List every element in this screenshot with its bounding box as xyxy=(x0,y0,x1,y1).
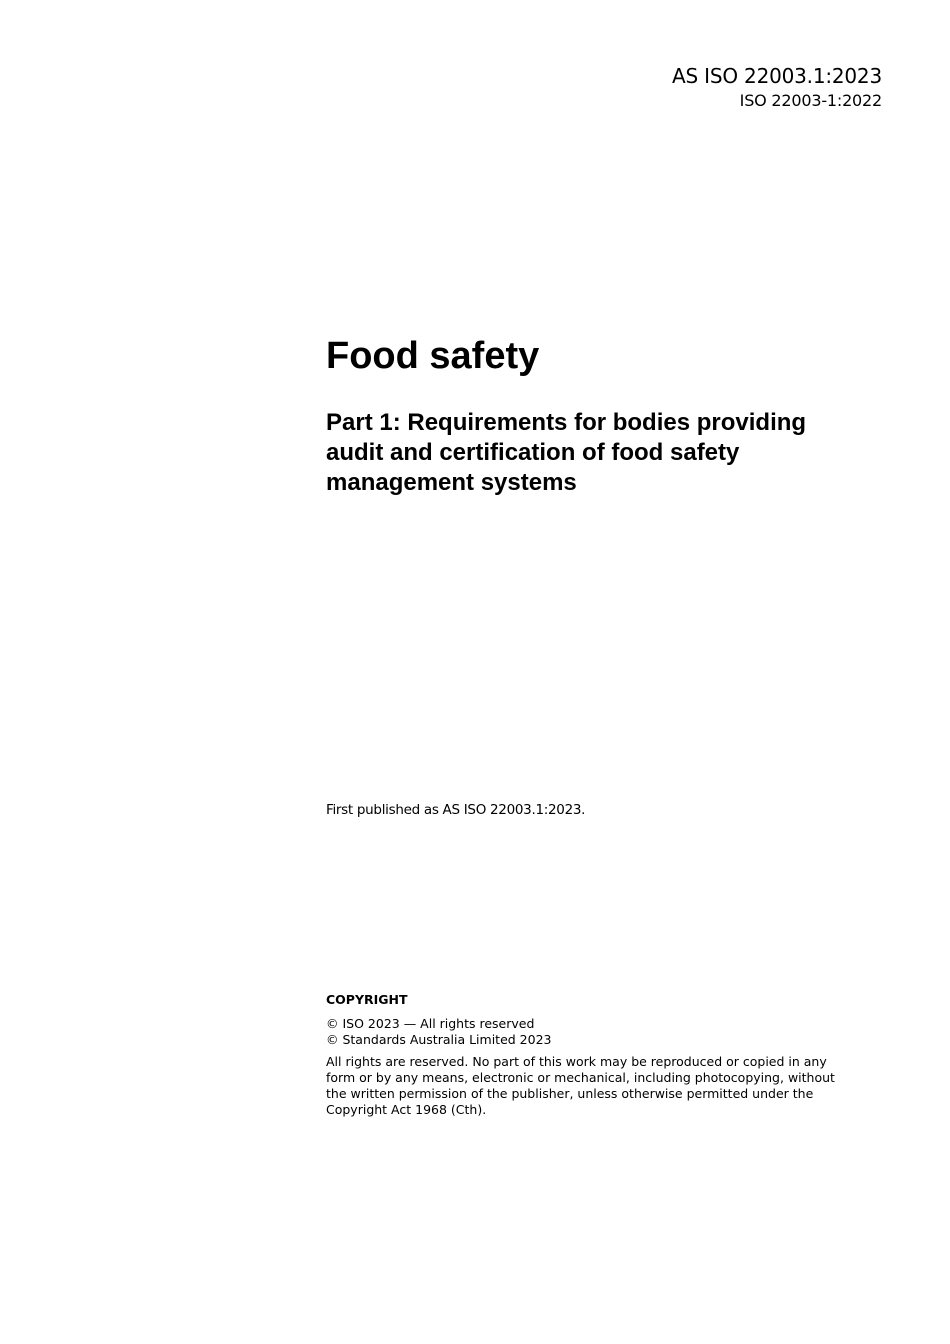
standard-number: AS ISO 22003.1:2023 xyxy=(672,64,882,88)
copyright-line-standards-australia: © Standards Australia Limited 2023 xyxy=(326,1032,552,1047)
title-block xyxy=(326,332,846,498)
document-title: Food safety xyxy=(326,335,540,377)
copyright-block xyxy=(326,992,856,1118)
copyright-heading: COPYRIGHT xyxy=(326,992,408,1007)
iso-number: ISO 22003-1:2022 xyxy=(739,91,882,110)
copyright-line-iso: © ISO 2023 — All rights reserved xyxy=(326,1016,535,1031)
document-subtitle: Part 1: Requirements for bodies providing audit and certification of food safety management systems xyxy=(326,409,807,496)
standard-identifiers xyxy=(672,62,882,112)
rights-notice: All rights are reserved. No part of this work may be reproduced or copied in any form or by any means, electronic or mechanical, including photocopying, without the written permission of the publisher, unless otherwise permitted under the Copyright Act 1968 (Cth). xyxy=(326,1054,835,1117)
first-published-note: First published as AS ISO 22003.1:2023. xyxy=(326,802,586,818)
